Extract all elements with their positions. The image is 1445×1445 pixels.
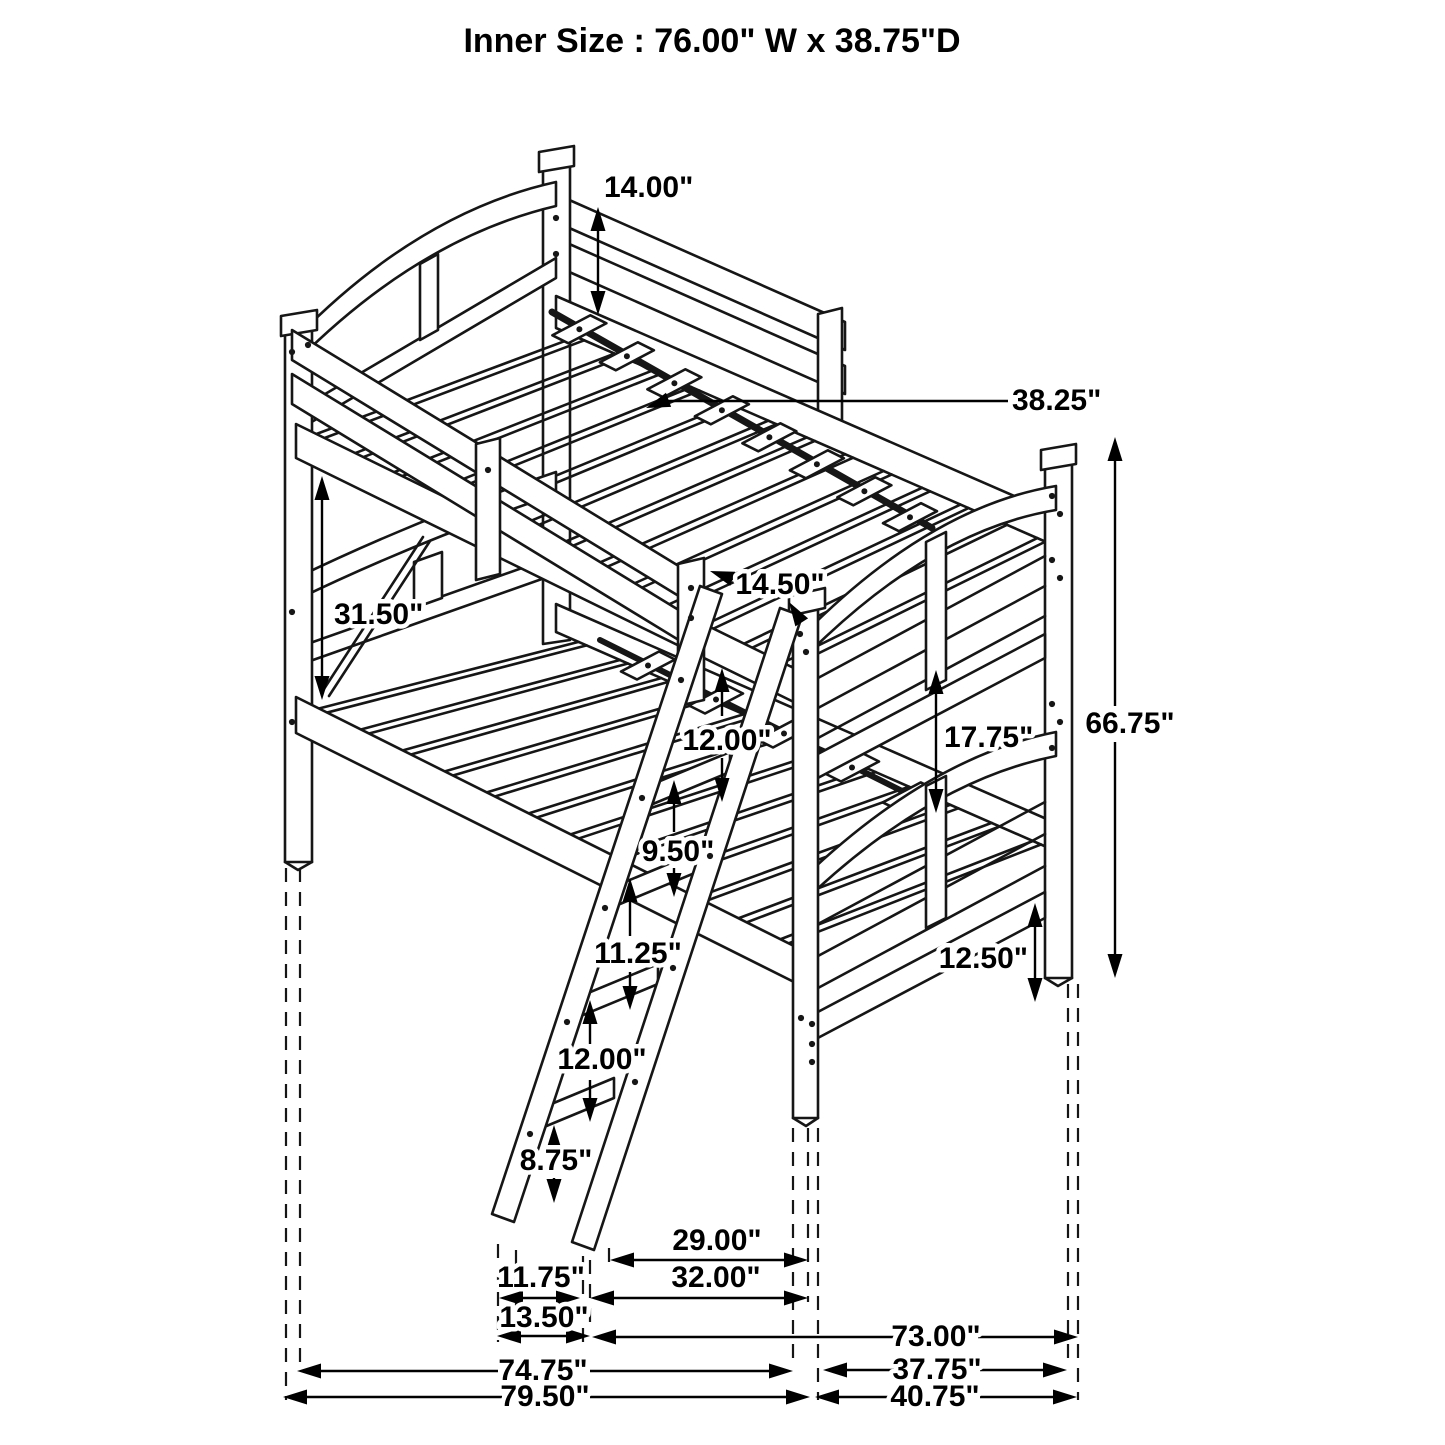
dim-label-rung_gap_1: 9.50" <box>641 835 715 868</box>
dim-label-overall_length: 79.50" <box>500 1380 590 1413</box>
dim-label-overall_height: 66.75" <box>1085 707 1175 740</box>
dimension-overall_length <box>283 1380 810 1413</box>
dimension-ladder_foot_outer <box>497 1301 590 1344</box>
dim-label-bottom_rail_height: 12.50" <box>938 942 1028 975</box>
footboard-near-post <box>789 588 825 1126</box>
dim-label-rung_gap_3: 12.00" <box>557 1043 647 1076</box>
dim-label-top_rail_height: 14.00" <box>604 171 694 204</box>
dim-label-rung_gap_2: 11.25" <box>594 937 682 970</box>
bed-line-art <box>281 146 1076 1250</box>
dim-label-ladder_span: 32.00" <box>671 1261 761 1294</box>
dim-label-lower_span: 73.00" <box>891 1320 981 1353</box>
dim-label-bed_depth_inner: 37.75" <box>892 1353 982 1386</box>
dim-label-slat_width: 38.25" <box>1012 384 1102 417</box>
diagram-title: Inner Size : 76.00" W x 38.75"D <box>463 22 961 60</box>
dim-label-ladder_to_leg: 29.00" <box>672 1224 762 1257</box>
dimension-ladder_span <box>590 1261 808 1306</box>
dim-label-bed_length_inner: 74.75" <box>498 1354 588 1387</box>
dimension-ladder_foot_width <box>497 1261 585 1306</box>
dimension-overall_depth <box>815 1380 1077 1413</box>
dim-label-ladder_gap_top: 12.00" <box>682 724 772 757</box>
dim-label-ladder_foot_outer: 13.50" <box>499 1301 589 1334</box>
dimension-overall_height <box>1085 437 1174 978</box>
dim-label-overall_depth: 40.75" <box>890 1380 980 1413</box>
dim-label-bunk_clearance: 31.50" <box>334 598 424 631</box>
dim-label-footboard_clearance: 17.75" <box>944 721 1034 754</box>
dim-label-ladder_foot_width: 11.75" <box>497 1261 585 1294</box>
dimension-lower_span <box>592 1320 1078 1353</box>
dim-label-rung_gap_4: 8.75" <box>519 1144 593 1177</box>
dim-label-guardrail_height: 14.50" <box>735 568 825 601</box>
